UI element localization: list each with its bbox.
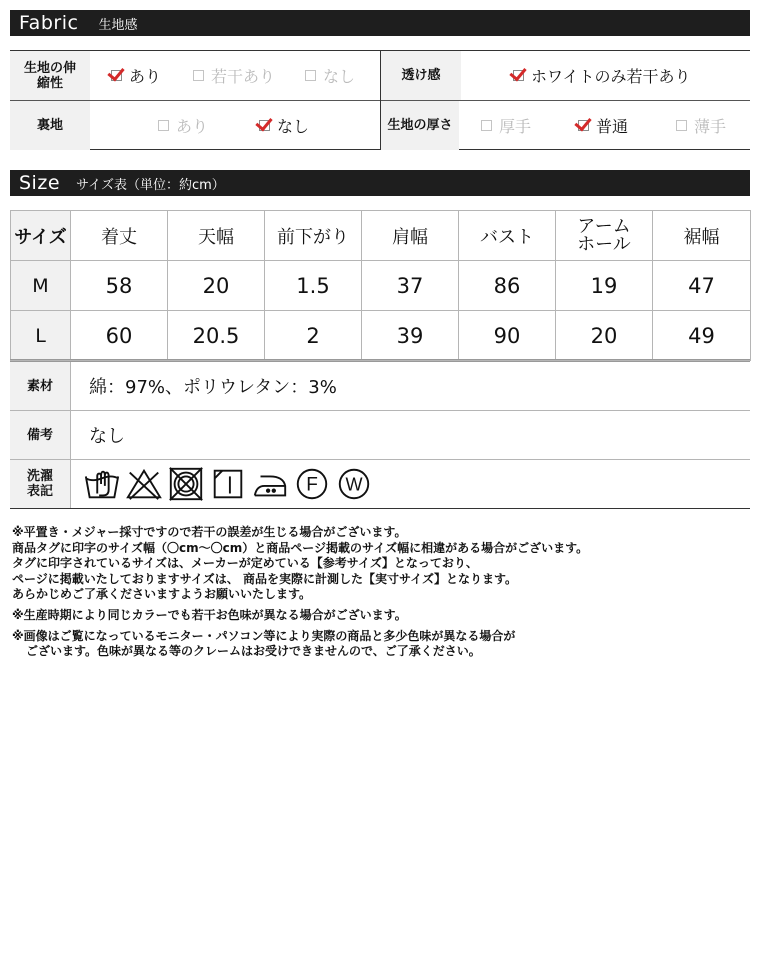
table-cell: 47 (653, 261, 751, 311)
no-tumble-dry-icon (167, 465, 205, 503)
checkbox-icon (193, 70, 204, 81)
column-header: 肩幅 (362, 211, 459, 261)
stretch-option-no: なし (305, 51, 355, 100)
wet-clean-w-icon (335, 465, 373, 503)
thickness-option-thick: 厚手 (481, 101, 531, 150)
table-cell: 90 (459, 311, 556, 361)
line-dry-icon (209, 465, 247, 503)
column-header: 前下がり (265, 211, 362, 261)
table-cell: 37 (362, 261, 459, 311)
size-table (10, 210, 751, 361)
check-mark-icon (255, 114, 272, 132)
stretch-option-slight: 若干あり (193, 51, 275, 100)
checkbox-icon (578, 120, 589, 131)
size-title: Size (19, 172, 61, 194)
sheer-option: ホワイトのみ若干あり (513, 51, 691, 100)
note-line: タグに印字されているサイズは、メーカーが定めている【参考サイズ】となっており、 (12, 556, 478, 571)
table-cell: 20.5 (168, 311, 265, 361)
fabric-row-2 (10, 101, 750, 150)
checkbox-icon (158, 120, 169, 131)
lining-option-no: なし (259, 101, 309, 150)
table-cell: 49 (653, 311, 751, 361)
note-line: あらかじめご了承くださいますようお願いいたします。 (12, 587, 312, 602)
size-subtitle: サイズ表（単位：約cm） (76, 177, 225, 193)
thickness-option-thin: 薄手 (676, 101, 726, 150)
dry-clean-f-icon (293, 465, 331, 503)
fabric-subtitle: 生地感 (98, 17, 138, 33)
note-line: ※画像はご覧になっているモニター・パソコン等により実際の商品と多少色味が異なる場合が (12, 628, 516, 643)
column-header: 着丈 (71, 211, 168, 261)
size-label: L (11, 311, 71, 361)
check-mark-icon (509, 64, 526, 82)
checkbox-icon (513, 70, 524, 81)
care-icons (71, 460, 751, 509)
table-cell: 20 (556, 311, 653, 361)
checkbox-icon (111, 70, 122, 81)
check-mark-icon (107, 64, 124, 82)
checkbox-icon (305, 70, 316, 81)
table-cell: 39 (362, 311, 459, 361)
size-corner: サイズ (11, 211, 71, 261)
info-table (10, 362, 750, 509)
note-line: 商品タグに印字のサイズ幅（〇cm〜〇cm）と商品ページ掲載のサイズ幅に相違がある場合がございます。 (12, 540, 589, 555)
fabric-header (10, 10, 750, 36)
care-row (10, 460, 750, 509)
sheer-label: 透け感 (381, 51, 461, 100)
stretch-option-yes: あり (111, 51, 161, 100)
table-row (11, 261, 751, 311)
material-value: 綿：97%、ポリウレタン：3% (71, 362, 751, 411)
fabric-title: Fabric (19, 12, 79, 34)
low-iron-icon (251, 465, 289, 503)
care-label: 洗濯表記 (10, 460, 71, 509)
check-mark-icon (574, 114, 591, 132)
checkbox-icon (481, 120, 492, 131)
table-row (11, 311, 751, 361)
note-line: ございます。色味が異なる等のクレームはお受けできませんので、ご了承ください。 (26, 644, 481, 659)
remarks-label: 備考 (10, 411, 71, 460)
notes (12, 525, 752, 660)
note-line: ※平置き・メジャー採寸ですので若干の誤差が生じる場合がございます。 (12, 525, 407, 539)
note-line: ページに掲載いたしておりますサイズは、 商品を実際に計測した【実寸サイズ】となります。 (12, 571, 518, 586)
lining-option-yes: あり (158, 101, 208, 150)
table-cell: 60 (71, 311, 168, 361)
table-cell: 20 (168, 261, 265, 311)
remarks-row (10, 411, 750, 460)
column-header: アーム ホール (556, 211, 653, 261)
column-header: 天幅 (168, 211, 265, 261)
table-cell: 19 (556, 261, 653, 311)
fabric-table (10, 50, 750, 150)
table-cell: 2 (265, 311, 362, 361)
remarks-value: なし (71, 411, 751, 460)
svg-text:W: W (345, 474, 363, 495)
table-cell: 1.5 (265, 261, 362, 311)
material-label: 素材 (10, 362, 71, 411)
material-row (10, 362, 750, 411)
size-table-header (11, 211, 751, 261)
column-header: 裾幅 (653, 211, 751, 261)
svg-text:F: F (306, 474, 318, 496)
size-label: M (11, 261, 71, 311)
checkbox-icon (676, 120, 687, 131)
size-header (10, 170, 750, 196)
table-cell: 58 (71, 261, 168, 311)
stretch-label: 生地の伸縮性 (10, 51, 90, 100)
hand-wash-icon (83, 465, 121, 503)
note-line: ※生産時期により同じカラーでも若干お色味が異なる場合がございます。 (12, 607, 407, 622)
no-bleach-icon (125, 465, 163, 503)
column-header: バスト (459, 211, 556, 261)
fabric-row-1 (10, 51, 750, 101)
thickness-label: 生地の厚さ (381, 101, 459, 150)
checkbox-icon (259, 120, 270, 131)
table-cell: 86 (459, 261, 556, 311)
thickness-option-normal: 普通 (578, 101, 628, 150)
lining-label: 裏地 (10, 101, 90, 150)
